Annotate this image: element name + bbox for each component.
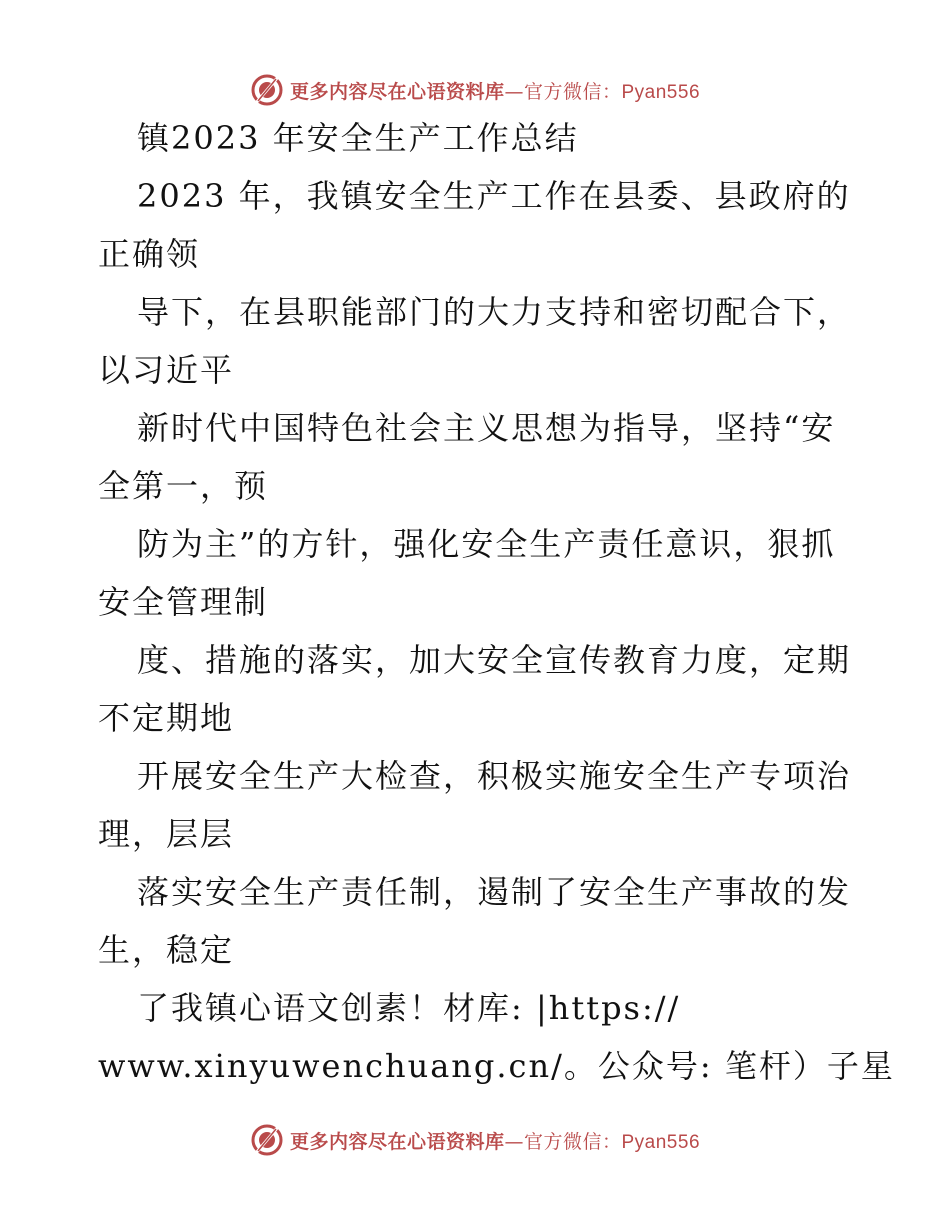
text-line: 理，层层 [98,815,235,853]
text-line: 2023 年，我镇安全生产工作在县委、县政府的 [137,177,851,215]
watermark-site-text: 更多内容尽在心语资料库 [289,1130,505,1153]
watermark-separator: — [504,80,524,103]
watermark-official-label: 官方微信： [523,80,622,103]
watermark-official-label: 官方微信： [523,1130,622,1153]
text-line: 以习近平 [98,351,235,389]
text-line: 正确领 [98,235,201,273]
text-line: 了我镇心语文创素！材库: |https:// [137,989,681,1027]
text-line: 新时代中国特色社会主义思想为指导，坚持“安 [137,409,836,447]
watermark-site-text: 更多内容尽在心语资料库 [289,80,505,103]
quill-seal-icon [250,1123,284,1157]
watermark-banner-top [0,70,950,110]
text-line: 不定期地 [98,699,235,737]
watermark-text [290,77,700,104]
watermark-banner-bottom [0,1120,950,1160]
text-line: 安全管理制 [98,583,269,621]
watermark-separator: — [504,1130,524,1153]
text-line: www.xinyuwenchuang.cn/。公众号: 笔杆）子星 [98,1047,895,1085]
watermark-account: Pyan556 [621,1131,701,1153]
text-line: 落实安全生产责任制，遏制了安全生产事故的发 [137,873,852,911]
text-line: 导下，在县职能部门的大力支持和密切配合下， [137,293,852,331]
quill-seal-icon [250,73,284,107]
watermark-text [290,1127,700,1154]
text-line: 生，稳定 [98,931,235,969]
watermark-account: Pyan556 [621,81,701,103]
text-line: 度、措施的落实，加大安全宣传教育力度，定期 [137,641,852,679]
text-line: 全第一，预 [98,467,269,505]
document-title: 镇2023 年安全生产工作总结 [137,119,579,157]
text-line: 防为主”的方针，强化安全生产责任意识，狠抓 [137,525,836,563]
text-line: 开展安全生产大检查，积极实施安全生产专项治 [137,757,852,795]
